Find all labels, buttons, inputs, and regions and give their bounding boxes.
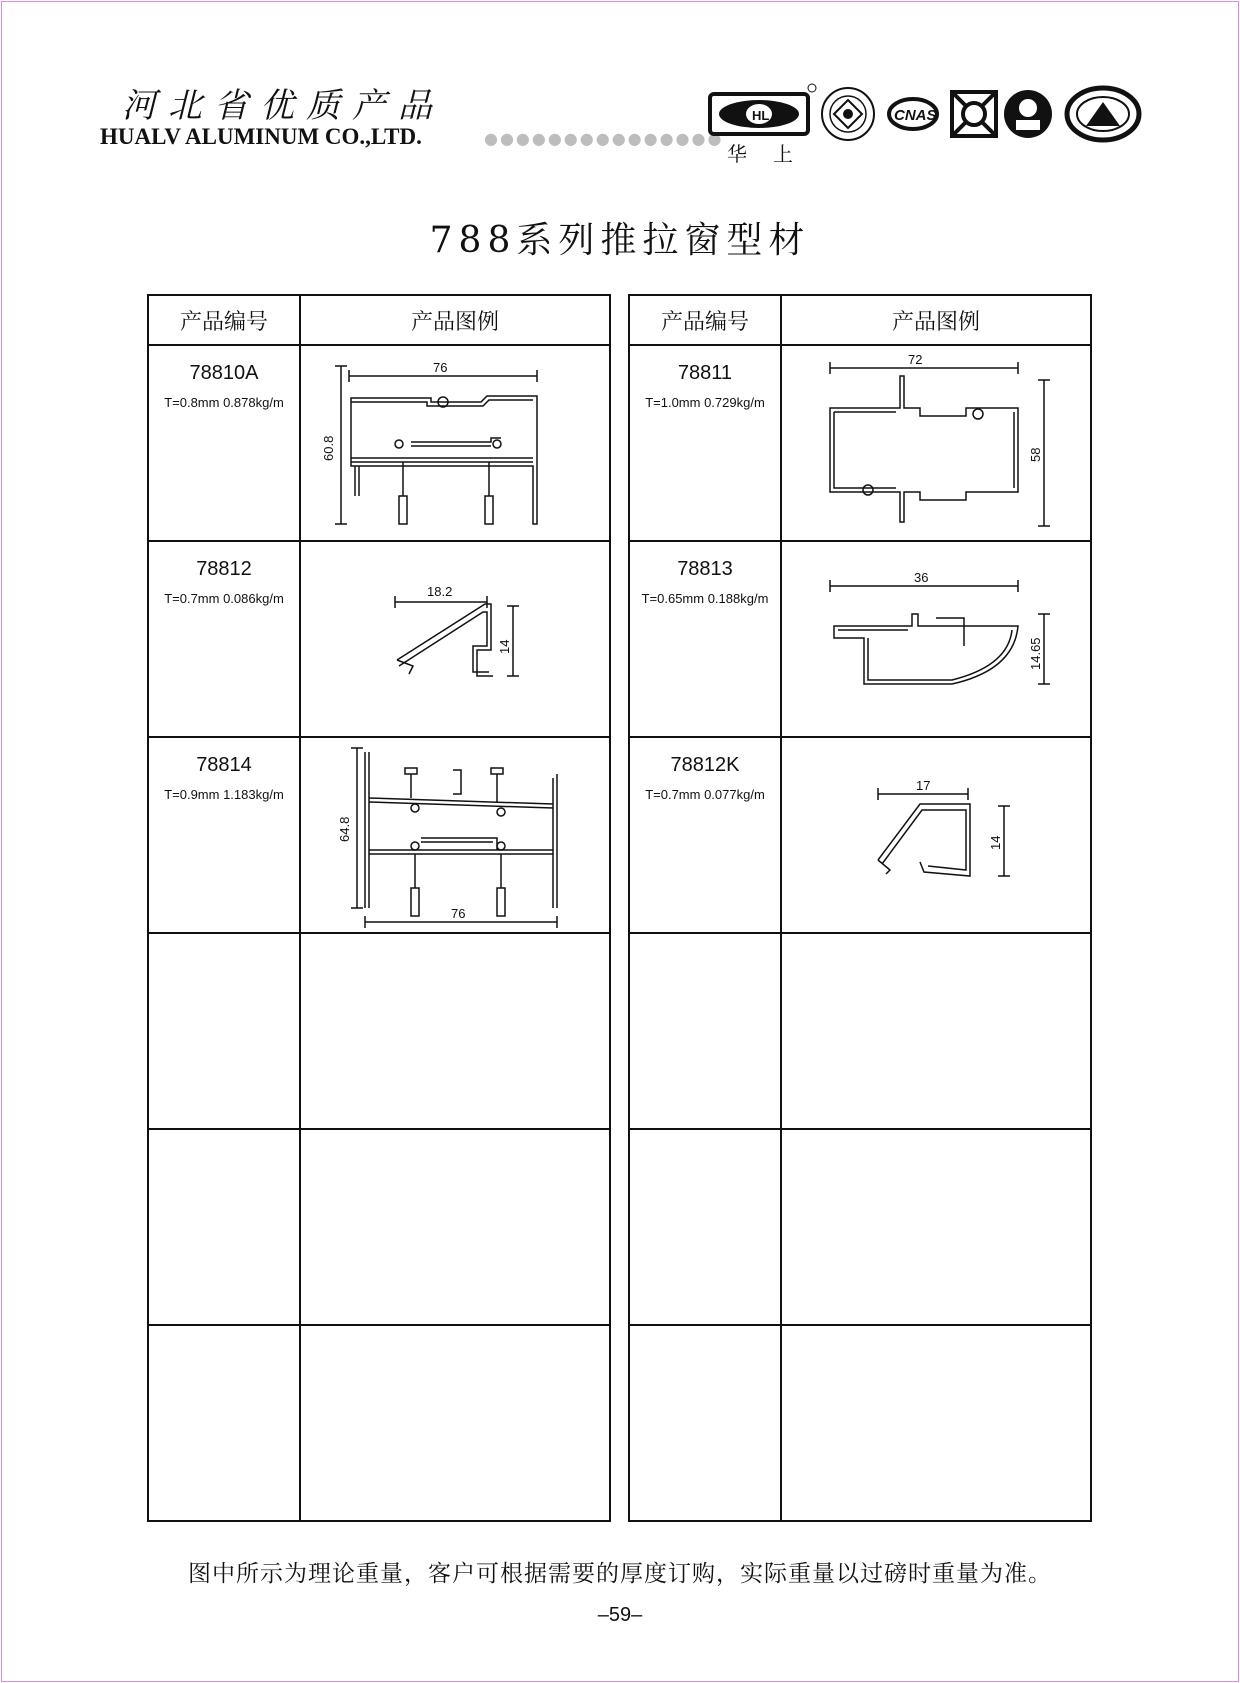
profile-drawing-78812K xyxy=(782,738,1090,932)
product-drawing-cell xyxy=(300,933,610,1129)
table-row xyxy=(148,1129,610,1325)
table-row xyxy=(148,737,610,933)
product-spec: T=1.0mm 0.729kg/m xyxy=(645,395,765,410)
product-spec: T=0.7mm 0.086kg/m xyxy=(164,591,284,606)
dimension-width: 17 xyxy=(916,778,931,793)
product-code-cell xyxy=(629,1325,781,1521)
product-drawing-cell xyxy=(300,737,610,933)
product-code: 78810A xyxy=(189,362,259,384)
hebei-quality-product-seal-icon xyxy=(1067,88,1139,140)
cnas-mark-icon xyxy=(889,99,937,129)
profile-drawing-78811 xyxy=(782,346,1090,540)
product-code-cell xyxy=(629,933,781,1129)
table-row xyxy=(629,541,1091,737)
table-row xyxy=(629,1129,1091,1325)
dimension-width: 76 xyxy=(433,360,448,375)
product-code: 78814 xyxy=(196,754,252,776)
product-code: 78812K xyxy=(670,754,740,776)
header-product-code: 产品编号 xyxy=(629,295,781,345)
product-drawing-cell xyxy=(781,737,1091,933)
profile-drawing-78812 xyxy=(301,542,609,736)
left-spec-table xyxy=(147,294,611,1522)
table-header-row xyxy=(148,295,610,345)
certification-seal-icon xyxy=(822,88,874,140)
product-drawing-cell xyxy=(300,1129,610,1325)
product-code-cell xyxy=(148,1325,300,1521)
footer-note: 图中所示为理论重量，客户可根据需要的厚度订购，实际重量以过磅时重量为准。 xyxy=(188,1561,1052,1587)
decorative-dots: ●●●●●●●●●●●●●●● xyxy=(484,129,724,148)
quality-mark-icon xyxy=(952,92,996,136)
dimension-width: 18.2 xyxy=(427,584,453,599)
product-code: 78813 xyxy=(677,558,733,580)
product-code-cell xyxy=(148,345,300,541)
product-drawing-cell xyxy=(781,1325,1091,1521)
product-code-cell xyxy=(148,737,300,933)
product-spec: T=0.9mm 1.183kg/m xyxy=(164,787,284,802)
page-number: –59– xyxy=(597,1604,643,1626)
table-row xyxy=(629,737,1091,933)
dimension-width: 36 xyxy=(914,570,929,585)
profile-drawing-78810A xyxy=(301,346,609,540)
product-code: 78812 xyxy=(196,558,252,580)
table-header-row xyxy=(629,295,1091,345)
logo-caption: 华上 xyxy=(727,142,819,166)
page-title: 788系列推拉窗型材 xyxy=(429,220,811,261)
product-drawing-cell xyxy=(300,1325,610,1521)
table-row xyxy=(629,345,1091,541)
product-drawing-cell xyxy=(781,933,1091,1129)
product-drawing-cell xyxy=(781,345,1091,541)
brand-english-name: HUALV ALUMINUM CO.,LTD. xyxy=(100,124,422,149)
product-drawing-cell xyxy=(300,345,610,541)
product-spec: T=0.8mm 0.878kg/m xyxy=(164,395,284,410)
product-code-cell xyxy=(148,541,300,737)
table-row xyxy=(148,933,610,1129)
product-spec: T=0.65mm 0.188kg/m xyxy=(641,591,769,606)
svg-text:HL: HL xyxy=(752,108,770,123)
brand-chinese-name: 河北省优质产品 xyxy=(122,86,444,126)
dimension-height: 64.8 xyxy=(337,816,352,842)
dimension-width: 72 xyxy=(908,352,923,367)
table-row xyxy=(148,1325,610,1521)
product-code-cell xyxy=(148,1129,300,1325)
dimension-height: 14 xyxy=(988,835,1003,850)
dimension-height: 14 xyxy=(497,639,512,654)
dimension-height: 14.65 xyxy=(1028,637,1043,670)
product-code-cell xyxy=(148,933,300,1129)
hualv-logo-icon xyxy=(710,84,816,134)
award-emblem-icon xyxy=(1004,90,1052,138)
header-product-drawing: 产品图例 xyxy=(300,295,610,345)
header-product-drawing: 产品图例 xyxy=(781,295,1091,345)
product-code-cell xyxy=(629,345,781,541)
dimension-height: 58 xyxy=(1028,447,1043,462)
product-code-cell xyxy=(629,737,781,933)
profile-drawing-78814 xyxy=(301,738,609,932)
table-row xyxy=(148,345,610,541)
table-row xyxy=(629,1325,1091,1521)
dimension-height: 60.8 xyxy=(321,435,336,461)
product-spec: T=0.7mm 0.077kg/m xyxy=(645,787,765,802)
header-product-code: 产品编号 xyxy=(148,295,300,345)
product-code-cell xyxy=(629,541,781,737)
product-code: 78811 xyxy=(677,362,733,384)
product-drawing-cell xyxy=(781,541,1091,737)
svg-text:CNAS: CNAS xyxy=(894,107,937,124)
product-code-cell xyxy=(629,1129,781,1325)
profile-drawing-78813 xyxy=(782,542,1090,736)
table-row xyxy=(148,541,610,737)
table-row xyxy=(629,933,1091,1129)
product-drawing-cell xyxy=(781,1129,1091,1325)
right-spec-table xyxy=(628,294,1092,1522)
product-drawing-cell xyxy=(300,541,610,737)
dimension-width: 76 xyxy=(451,906,466,921)
